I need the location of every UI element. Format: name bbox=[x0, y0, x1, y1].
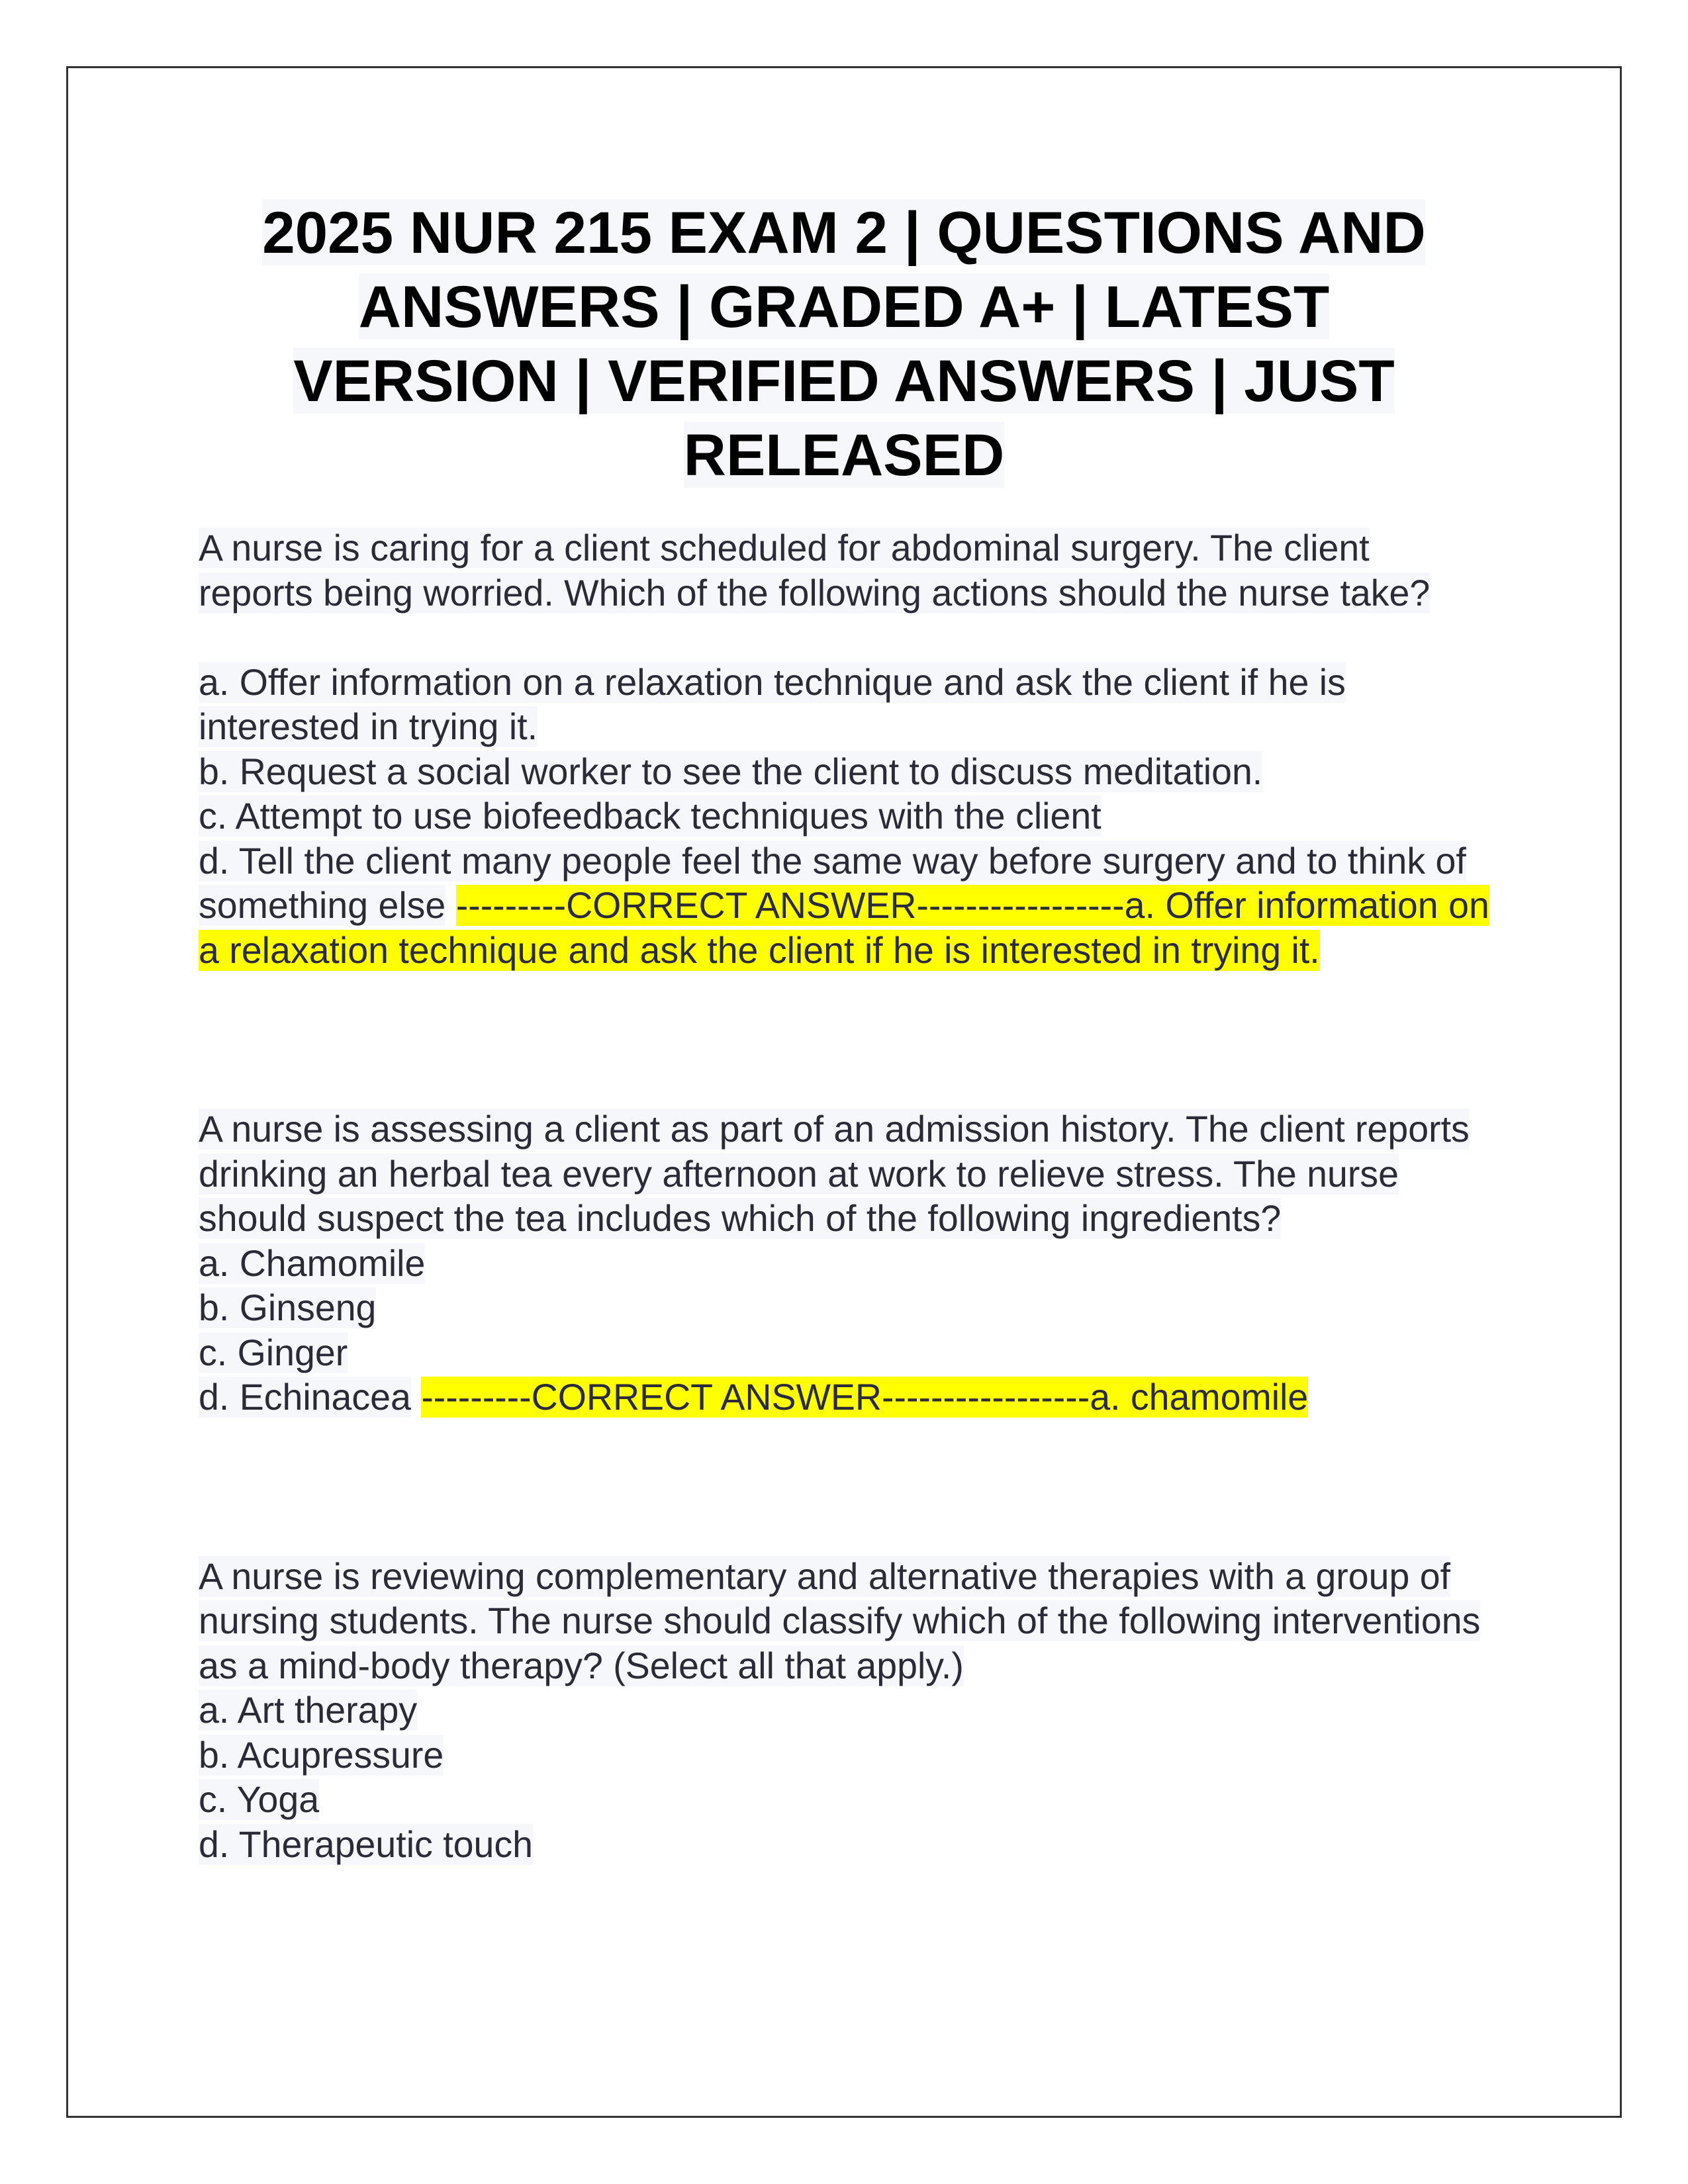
question-1-stem: A nurse is caring for a client scheduled for abdominal surgery. The client reports being worried. Which of the following actions should the nurse take? bbox=[199, 527, 1430, 614]
title-line-2: ANSWERS | GRADED A+ | LATEST bbox=[358, 273, 1330, 340]
section-gap-1 bbox=[199, 973, 1489, 1107]
question-2-stem: A nurse is assessing a client as part of an admission history. The client reports drinking an herbal tea every afternoon at work to relieve stress. The nurse should suspect the tea includes which of the following ingredients? bbox=[199, 1109, 1470, 1239]
question-1-option-b: b. Request a social worker to see the client to discuss meditation. bbox=[199, 751, 1263, 792]
question-3 bbox=[199, 1555, 1489, 1868]
question-1-option-d: d. Tell the client many people feel the same way before surgery and to think of something else ---------CORRECT ANSWER-----------------a. Offer information on a relaxation technique and ask the client if he is interested in trying it. bbox=[199, 840, 1489, 971]
question-3-option-b: b. Acupressure bbox=[199, 1734, 444, 1776]
question-2 bbox=[199, 1107, 1489, 1420]
question-3-option-c: c. Yoga bbox=[199, 1779, 320, 1820]
question-1-correct-answer: ---------CORRECT ANSWER-----------------a. Offer information on a relaxation technique and ask the client if he is interested in trying it. bbox=[199, 885, 1489, 971]
title-line-3: VERSION | VERIFIED ANSWERS | JUST bbox=[293, 347, 1395, 414]
question-3-option-d: d. Therapeutic touch bbox=[199, 1823, 533, 1865]
question-2-option-d: d. Echinacea ---------CORRECT ANSWER-----------------a. chamomile bbox=[199, 1377, 1309, 1418]
question-1 bbox=[199, 526, 1489, 973]
title-line-1: 2025 NUR 215 EXAM 2 | QUESTIONS AND bbox=[262, 199, 1426, 265]
question-3-option-a: a. Art therapy bbox=[199, 1690, 418, 1731]
title-line-4: RELEASED bbox=[683, 422, 1005, 488]
question-3-stem: A nurse is reviewing complementary and alternative therapies with a group of nursing students. The nurse should classify which of the following interventions as a mind-body therapy? (Select all that apply.) bbox=[199, 1555, 1481, 1686]
question-1-option-c: c. Attempt to use biofeedback techniques with the client bbox=[199, 796, 1102, 837]
document-title bbox=[199, 195, 1489, 492]
question-2-correct-answer: ---------CORRECT ANSWER-----------------a. chamomile bbox=[421, 1377, 1309, 1418]
document-body bbox=[199, 195, 1489, 1867]
question-1-option-a: a. Offer information on a relaxation technique and ask the client if he is interested in trying it. bbox=[199, 661, 1346, 747]
section-gap-2 bbox=[199, 1420, 1489, 1555]
question-2-option-b: b. Ginseng bbox=[199, 1287, 377, 1328]
question-2-option-a: a. Chamomile bbox=[199, 1242, 426, 1284]
question-2-option-c: c. Ginger bbox=[199, 1332, 348, 1373]
question-1-spacer bbox=[199, 615, 1489, 660]
